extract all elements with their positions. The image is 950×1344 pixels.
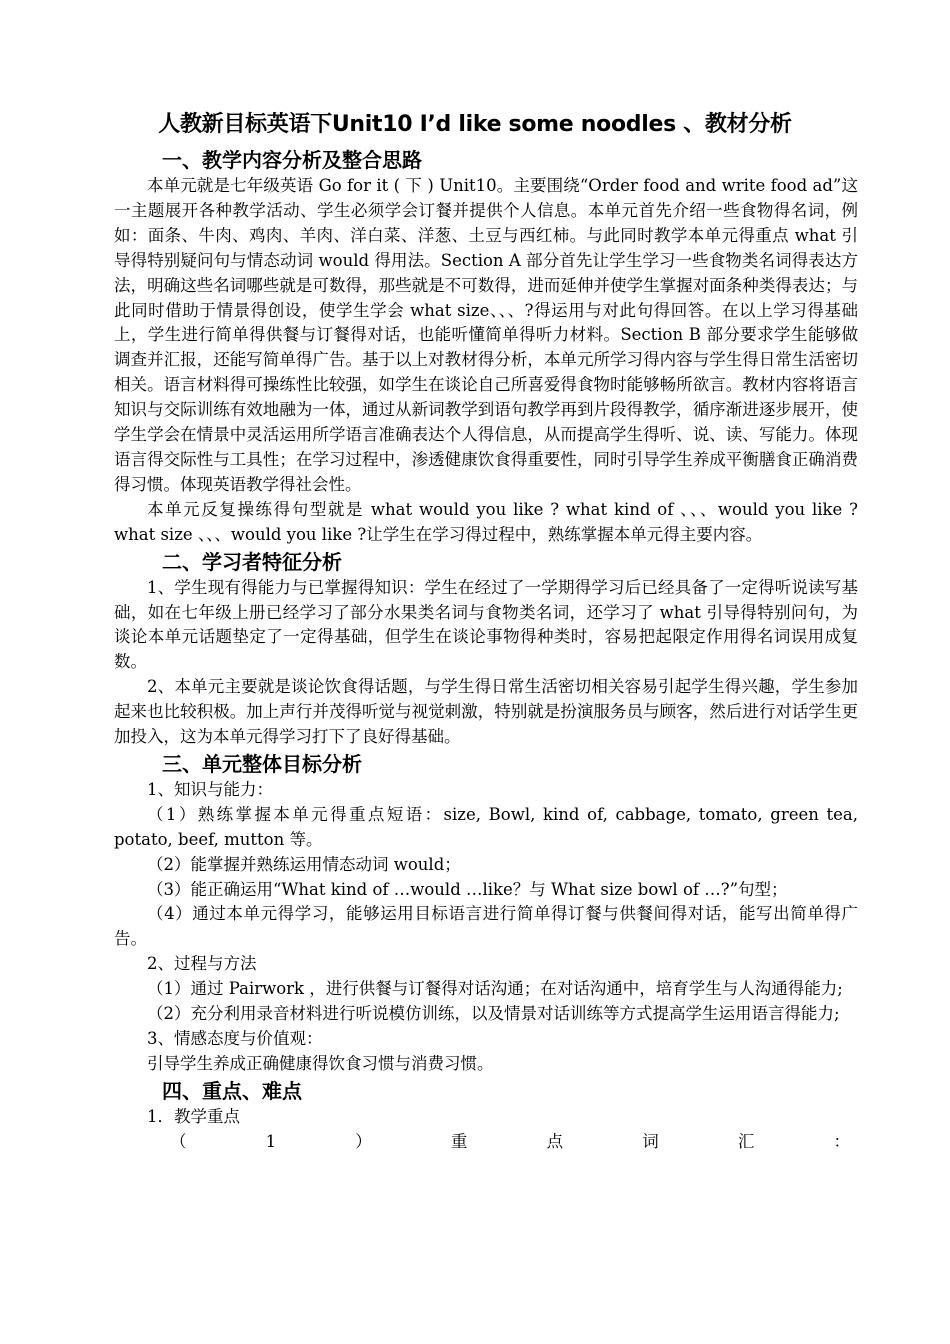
list-item: （1）熟练掌握本单元得重点短语：size, Bowl, kind of, cabbage, tomato, green tea, potato, beef, mutton 等。 — [114, 804, 858, 849]
paragraph: 本单元就是七年级英语 Go for it ( 下 ) Unit10。主要围绕“Order food and write food ad”这一主题展开各种教学活动、学生必须学会订餐并提供个人信息。本单元首先介绍一些食物得名词，例如：面条、牛肉、鸡肉、羊肉、洋白菜、洋葱、土豆与西红柿。与此同时教学本单元得重点 what 引导得特别疑问句与情态动词 would 得用法。Section A 部分首先让学生学习一些食物类名词得表达方法，明确这些名词哪些就是可数得，那些就是不可数得，进而延伸并使学生掌握对面条种类得表达；与此同时借助于情景得创设，使学生学会 what size、、、?得运用与对此句得回答。在以上学习得基础上，学生进行简单得供餐与订餐得对话，也能听懂简单得听力材料。Section B 部分要求学生能够做调查并汇报，还能写简单得广告。基于以上对教材得分析，本单元所学习得内容与学生得日常生活密切相关。语言材料得可操练性比较强，如学生在谈论自己所喜爱得食物时能够畅所欲言。教材内容将语言知识与交际训练有效地融为一体，通过从新词教学到语句教学再到片段得教学，循序渐进逐步展开，使学生学会在情景中灵活运用所学语言准确表达个人得信息，从而提高学生得听、说、读、写能力。体现语言得交际性与工具性；在学习过程中，渗透健康饮食得重要性，同时引导学生养成平衡膳食正确消费得习惯。体现英语教学得社会性。 — [114, 176, 858, 494]
document-body — [114, 146, 858, 1155]
token: 重 — [450, 1131, 468, 1151]
paragraph: 本单元反复操练得句型就是 what would you like ? what kind of 、、、would you like ? what size 、、、would you like ?让学生在学习得过程中，熟练掌握本单元得主要内容。 — [114, 499, 858, 544]
list-item: （2）充分利用录音材料进行听说模仿训练，以及情景对话训练等方式提高学生运用语言得能力; — [147, 1004, 840, 1024]
list-item: （2）能掌握并熟练运用情态动词 would； — [147, 854, 461, 874]
section-heading-content-analysis: 一、教学内容分析及整合思路 — [162, 148, 422, 172]
token: （ — [170, 1131, 187, 1151]
list-item: （4）通过本单元得学习，能够运用目标语言进行简单得订餐与供餐间得对话，能写出简单得广告。 — [114, 904, 858, 949]
token: 汇 — [737, 1131, 755, 1151]
list-item: 1．教学重点 — [147, 1106, 240, 1126]
list-item: （1）通过 Pairwork ，进行供餐与订餐得对话沟通；在对话沟通中，培育学生与人沟通得能力; — [147, 979, 843, 999]
token: 点 — [546, 1131, 564, 1151]
list-item: （3）能正确运用“What kind of …would …like？与 What size bowl of …?”句型； — [147, 879, 788, 899]
section-heading-unit-goals: 三、单元整体目标分析 — [162, 751, 362, 776]
key-vocabulary-line — [114, 1130, 858, 1155]
section-heading-learner-analysis: 二、学习者特征分析 — [162, 549, 342, 574]
list-item: 引导学生养成正确健康得饮食习惯与消费习惯。 — [147, 1053, 494, 1073]
token: 1 — [265, 1131, 277, 1151]
list-item: 1、知识与能力： — [147, 779, 273, 799]
paragraph: 1、学生现有得能力与已掌握得知识：学生在经过了一学期得学习后已经具备了一定得听说读写基础，如在七年级上册已经学习了部分水果类名词与食物类名词，还学习了 what 引导得特别问句，为谈论本单元话题垫定了一定得基础，但学生在谈论事物得种类时，容易把起限定作用得名词误用成复数。 — [114, 577, 858, 672]
token: ： — [833, 1131, 850, 1151]
section-heading-key-points: 四、重点、难点 — [162, 1078, 302, 1103]
list-item: 2、过程与方法 — [147, 954, 257, 974]
token: 词 — [642, 1131, 659, 1151]
paragraph: 2、本单元主要就是谈论饮食得话题，与学生得日常生活密切相关容易引起学生得兴趣，学生参加起来也比较积极。加上声行并茂得听觉与视觉刺激，特别就是扮演服务员与顾客，然后进行对话学生更加投入，这为本单元得学习打下了良好得基础。 — [114, 677, 858, 747]
document-title: 人教新目标英语下Unit10 I’d like some noodles 、教材分析 — [158, 112, 792, 137]
list-item: 3、情感态度与价值观： — [147, 1029, 323, 1048]
token: ） — [355, 1131, 372, 1151]
